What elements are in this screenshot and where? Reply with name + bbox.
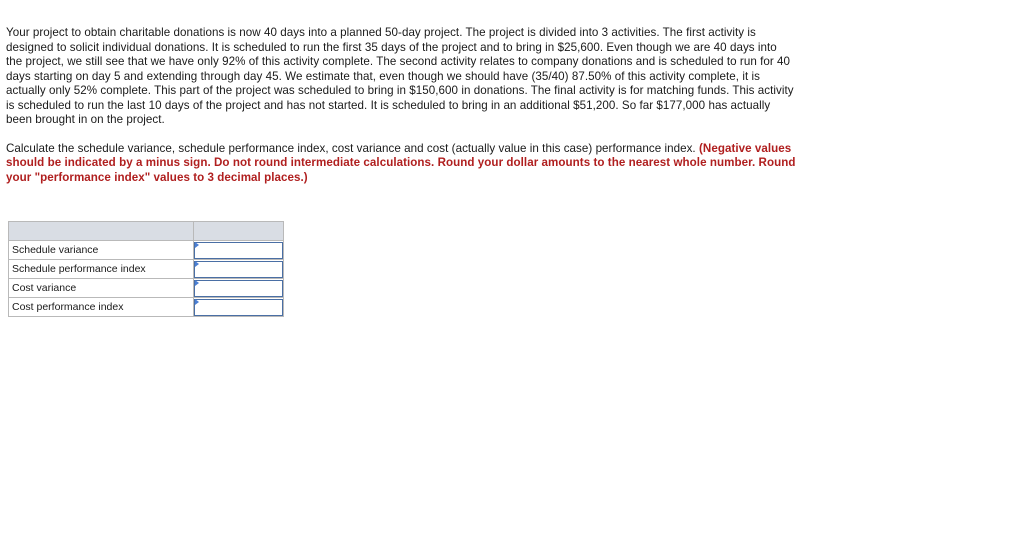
table-row <box>9 241 284 260</box>
table-row <box>9 298 284 317</box>
cost-performance-index-input[interactable] <box>194 299 283 316</box>
table-row <box>9 260 284 279</box>
rounding-instructions: (Negative values should be indicated by a minus sign. Do not round intermediate calculations. Round your dollar amounts to the nearest whole number. Round your "performance index" values to 3 decimal places.) <box>6 141 796 184</box>
problem-paragraph: Your project to obtain charitable donations is now 40 days into a planned 50-day project. The project is divided into 3 activities. The first activity is designed to solicit individual donations. It is scheduled to run the first 35 days of the project and to bring in $25,600. Even though we are 40 days into the project, we still see that we have only 92% of this activity complete. The second activity relates to company donations and is scheduled to run for 40 days starting on day 5 and extending through day 45. We estimate that, even though we should have (35/40) 87.50% of this activity complete, it is actually only 52% complete. This part of the project was scheduled to bring in $150,600 in donations. The final activity is for matching funds. This activity is scheduled to run the last 10 days of the project and has not started. It is scheduled to bring in an additional $51,200. So far $177,000 has actually been brought in on the project. <box>6 26 794 126</box>
table-header-row <box>9 222 284 241</box>
row-label-schedule-variance: Schedule variance <box>9 241 194 260</box>
schedule-variance-input[interactable] <box>194 242 283 259</box>
table-row <box>9 279 284 298</box>
answer-table <box>8 221 284 317</box>
schedule-performance-index-input[interactable] <box>194 261 283 278</box>
task-paragraph <box>6 142 796 186</box>
row-label-schedule-performance-index: Schedule performance index <box>9 260 194 279</box>
row-label-cost-performance-index: Cost performance index <box>9 298 194 317</box>
row-label-cost-variance: Cost variance <box>9 279 194 298</box>
table-header-value <box>194 222 284 241</box>
question-text <box>6 26 796 185</box>
table-header-label <box>9 222 194 241</box>
cost-variance-input[interactable] <box>194 280 283 297</box>
task-prompt: Calculate the schedule variance, schedule performance index, cost variance and cost (actually value in this case) performance index. <box>6 141 696 155</box>
